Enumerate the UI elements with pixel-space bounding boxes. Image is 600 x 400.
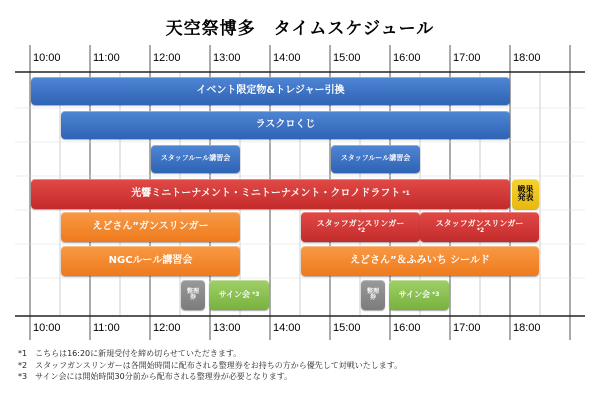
footnotes [18, 348, 402, 383]
time-label: 13:00 [213, 52, 241, 64]
event-label: イベント限定物&トレジャー引換 [196, 84, 345, 96]
event-label: スタッフルール講習会 [160, 154, 231, 163]
event-bar-signing-1[interactable] [209, 280, 269, 310]
event-bar-staff-gunslinger-2[interactable] [420, 212, 539, 242]
event-label: 整理券 [366, 287, 379, 301]
time-label: 11:00 [93, 322, 120, 334]
footnote-3: *3 サイン会には開始時間30分前から配布される整理券が必要となります。 [18, 372, 293, 381]
time-label: 11:00 [93, 52, 120, 64]
time-label: 14:00 [273, 52, 301, 64]
time-label: 14:00 [273, 322, 301, 334]
time-label: 17:00 [453, 322, 481, 334]
event-label: スタッフガンスリンガー [435, 218, 524, 228]
time-label: 10:00 [33, 52, 61, 64]
event-bar-ticket-2[interactable] [361, 280, 385, 310]
time-label: 15:00 [333, 52, 361, 64]
event-label: 光響ミニトーナメント・ミニトーナメント・クロノドラフト [131, 187, 401, 199]
event-bar-ngc-rules[interactable] [61, 246, 240, 276]
event-bar-lottery[interactable] [61, 111, 510, 139]
event-bar-edosan-fumiichi-sealed[interactable] [301, 246, 539, 276]
event-bar-staff-rules-1[interactable] [151, 145, 240, 173]
event-label: 整理券 [186, 287, 199, 301]
event-bar-staff-rules-2[interactable] [331, 145, 420, 173]
event-label: えどさん”ガンスリンガー [92, 220, 209, 232]
event-bar-results[interactable] [512, 179, 539, 209]
note-marker: *1 [402, 189, 410, 197]
note-marker: *2 [357, 227, 366, 235]
event-label: サイン会 [398, 289, 431, 299]
event-label: スタッフガンスリンガー [316, 218, 405, 228]
time-label: 15:00 [333, 322, 361, 334]
time-label: 16:00 [393, 322, 421, 334]
time-label: 18:00 [513, 52, 541, 64]
event-bar-tournament[interactable] [31, 179, 510, 209]
time-label: 18:00 [513, 322, 541, 334]
time-label: 16:00 [393, 52, 421, 64]
footnote-2: *2 スタッフガンスリンガーは各開始時間に配布される整理券をお持ちの方から優先して対戦いたします。 [18, 360, 403, 370]
note-marker: *3 [432, 290, 440, 298]
time-label: 12:00 [153, 52, 181, 64]
time-label: 10:00 [33, 322, 61, 334]
event-bar-edosan-gunslinger[interactable] [61, 212, 240, 242]
event-label: スタッフルール講習会 [340, 154, 411, 163]
time-label: 12:00 [153, 322, 181, 334]
event-label: サイン会 [218, 289, 251, 299]
page-title: 天空祭博多 タイムスケジュール [165, 19, 435, 39]
event-bar-ticket-1[interactable] [181, 280, 205, 310]
event-label: 戦果発表 [517, 184, 534, 202]
event-bar-signing-2[interactable] [389, 280, 449, 310]
footnote-1: *1 こちらは16:20に新規受付を締め切らせていただきます。 [18, 349, 242, 358]
time-label: 17:00 [453, 52, 481, 64]
event-label: ラスクロくじ [255, 118, 316, 130]
event-label: えどさん”＆ふみいち シールド [350, 254, 490, 266]
time-label: 13:00 [213, 322, 241, 334]
event-bar-item-exchange[interactable] [31, 77, 510, 105]
event-label: NGCルール講習会 [108, 254, 193, 266]
note-marker: *3 [252, 290, 260, 298]
event-bar-staff-gunslinger-1[interactable] [301, 212, 420, 242]
note-marker: *2 [476, 227, 485, 235]
